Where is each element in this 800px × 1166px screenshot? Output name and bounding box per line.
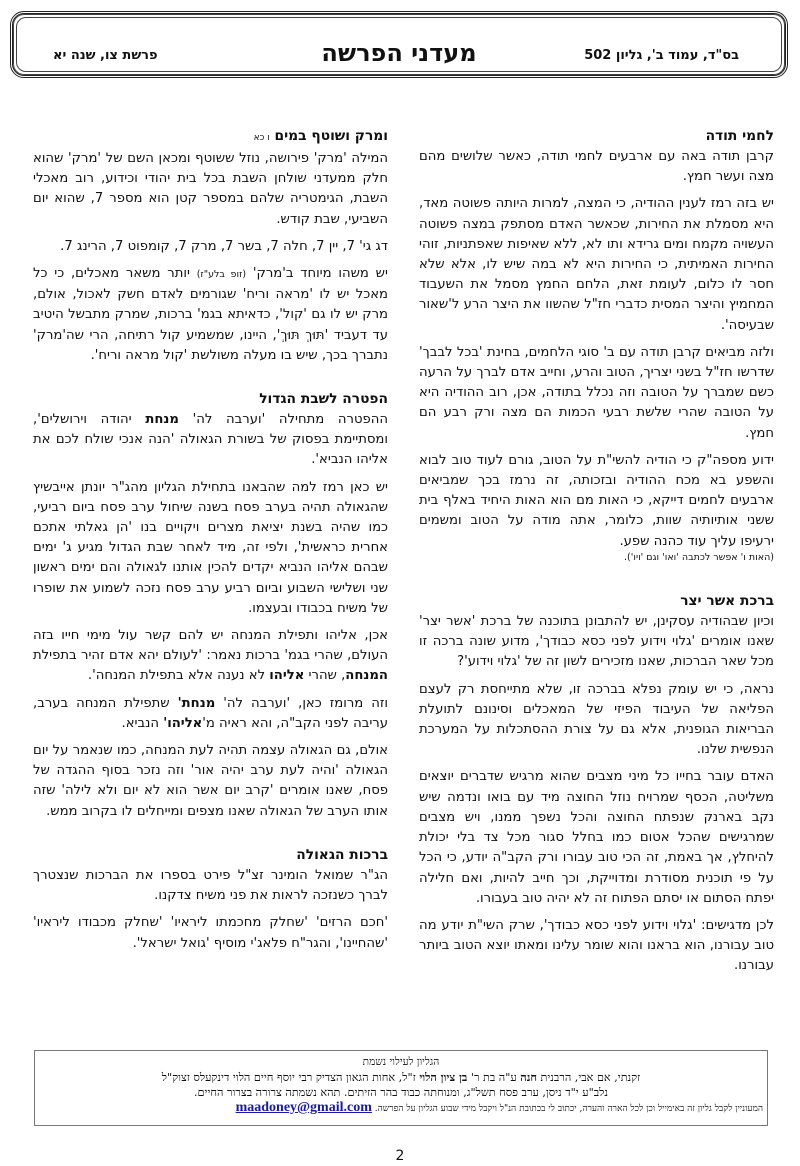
- emphasis: מנחת: [145, 412, 179, 428]
- emphasis: בן ציון הלוי: [419, 1070, 468, 1084]
- email-link[interactable]: maadoney@gmail.com: [235, 1100, 372, 1115]
- left-column: [33, 126, 388, 961]
- page-number: 2: [395, 1148, 405, 1164]
- paragraph: האדם עובר בחייו כל מיני מצבים שהוא מרגיש שדברים יוצאים משליטה, הכסף שמרויח נוזל החוצה מיד עם בואו ונדמה שיש נקב בארנק שנפתח החוצה והכל נשפך ממנו, ויש מצבים שמרגישים שהכל אטום כמו בחלל סגור מכל צד בלי יכולת להיחלץ, אך באמת, זה הכי טוב עבורו ורק הקב"ה יודע, כי הכל על פי תוכנית מסודרת ומדוייקת, וכך חייב להיות, ואם חלילה יפתח הסתום או יסתם הפתוח זה לא יהיה טוב בעבורו.: [419, 769, 774, 906]
- emphasis: מנחת': [177, 695, 216, 711]
- verse-source: ו כא: [253, 133, 270, 143]
- paragraph: הג"ר שמואל הומינר זצ"ל פירט בספרו את הברכות שנצטרך לברך כשנזכה לראות את פני משיח צדקנו.: [33, 867, 388, 904]
- section-title: ברכת אשר יצר: [680, 593, 774, 610]
- publication-title: מעדני הפרשה: [321, 39, 477, 67]
- text: , שהרי: [308, 668, 346, 684]
- paragraph: 'חכם הרזים' 'שחלק מחכמתו ליראיו' 'שחלק מכבודו ליראיו' 'שהחיינו', והגר"ח פלאג'י מוסיף 'גואל ישראל'.: [33, 915, 388, 951]
- header-frame: [10, 11, 788, 78]
- emphasis: המנחה: [345, 668, 388, 684]
- text: זקנתי, אם אבי, הרבנית: [540, 1071, 641, 1084]
- emphasis: חנה: [520, 1070, 537, 1084]
- dedication-line: [35, 1070, 767, 1085]
- right-column: [419, 126, 774, 984]
- spacer: [33, 829, 388, 845]
- paragraph: [419, 451, 774, 568]
- spacer: [33, 373, 388, 389]
- text: הנביא.: [121, 715, 159, 731]
- text: ההפטרה מתחילה 'וערבה לה': [192, 412, 388, 428]
- issue-info: בס"ד, עמוד ב', גליון 502: [584, 48, 739, 63]
- text: שתפילת המנחה בערב, עריבה לפני הקב"ה, והא ראיה מ': [33, 695, 388, 731]
- section-title: [33, 126, 388, 148]
- text: יותר משאר מאכלים, כי כל מאכל יש לו 'מראה וריח' שגורמים לאדם חשק לאכול, אולם, מרק יש לו גם 'קול', כדאיתא בגמ' ברכות, שמרק מתבשל היטיב עד דעביד 'תּוּךְ תּוּךְ', היינו, שמשמיע קול רתיחה, הרי שה'מרק' נתברך בכך, שיש בו מעלה משולשת 'קול מראה וריח'.: [33, 266, 388, 363]
- text: יש משהו מיוחד ב'מרק': [252, 266, 388, 282]
- paragraph: יש בזה רמז לענין ההודיה, כי המצה, למרות היותה פשוטה מאד, היא מסמלת את החירות, שכאשר האדם מסתפק במצה פשוטה העשויה מקמח ומים גרידא ותו לא, ללא שאיפות שאפתניות, זוהי החירות האמיתית, כי החירות היא לא במה שיש לו, אלא שלא חסר לו כלום, לעומת זאת, הלחם החמץ מסמל את השעבוד המחמיץ והיצר המסית כדברי חז"ל שהשוו את היצר הרע ל'שאור שבעיסה'.: [419, 196, 774, 333]
- dedication-line: נלב"ע י"ד ניסן, ערב פסח תשל"ג, ומנוחתה כבוד בהר הזיתים. תהא נשמתה צרורה בצרור החיים.: [194, 1086, 608, 1099]
- inline-note: (זופ בלע"ז): [196, 269, 247, 281]
- text: אכן, אליהו ותפילת המנחה יש להם קשר עול מימי חייו בזה העולם, שהרי בגמ' ברכות נאמר: 'לעולם יהא אדם זהיר בתפילת: [33, 628, 388, 664]
- footnote: (האות ו' אפשר לכתבה 'ואו' וגם 'ויו').: [624, 551, 774, 563]
- paragraph: [33, 264, 388, 366]
- emphasis: אליהו: [269, 668, 305, 684]
- spacer: [419, 575, 774, 591]
- paragraph: קרבן תודה באה עם ארבעים לחמי תודה, כאשר שלושים מהם מצה ועשר חמץ.: [419, 149, 774, 185]
- paragraph: [33, 626, 388, 687]
- section-title: הפטרה לשבת הגדול: [259, 391, 388, 408]
- paragraph: [33, 410, 388, 471]
- section-title: ברכות הגאולה: [296, 846, 388, 863]
- text: לא נענה אלא בתפילת המנחה'.: [87, 668, 266, 684]
- subscription-line: [35, 1100, 767, 1117]
- paragraph: יש כאן רמז למה שהבאנו בתחילת הגליון מהג"ר יונתן אייבשיץ שהגאולה תהיה בערב פסח בשנה שיחול ערב פסח ביום רביעי, כמו שהיה בשנת יציאת מצרים ויקויים בנו 'הן גאלתי אתכם אחרית כראשית', ולפי זה, מיד לאחר שבת הגדול מגיע ג' ימים שבהם אליהו הנביא יקדים להכין אותנו לגאולה והם ימים ראשון שני ושלישי השבוע וביום רביע ערב פסח נזכה לשמוע את שופרו של משיח בכבודו ובעצמו.: [33, 479, 388, 616]
- paragraph: [33, 694, 388, 734]
- paragraph: המילה 'מרק' פירושה, נוזל ששוטף ומכאן השם של 'מרק' שהוא חלק ממעדני שולחן השבת בכל בית יהודי וכידוע, רוב מאכלי השבת, הגימטריה שלהם במספר קטן הוא מספר 7, שהוא יום השביעי, שבת קודש.: [33, 151, 388, 227]
- paragraph: ולזה מביאים קרבן תודה עם ב' סוגי הלחמים, בחינת 'בכל לבבך' שדרשו חז"ל בשני יצריך, הטוב והרע, וחייב אדם לברך על הרעה כשם שמברך על הטובה וזה נכלל בתודה, אכן, רוב ההודיה היא על הטובה שהרי שלשת רבעי הכמות הם מצה ורק רבע הם חמץ.: [419, 344, 774, 441]
- section-title: לחמי תודה: [705, 128, 774, 144]
- paragraph: דג גי' 7, יין 7, חלה 7, בשר 7, מרק 7, קומפוט 7, הרינג 7.: [60, 238, 388, 254]
- emphasis: אליהו': [163, 715, 203, 731]
- subscription-text: המעוניין לקבל גליון זה באימייל וכן לכל הארה והערה, יכתוב לי בכתובת הנ"ל ויקבל מידי שבוע הגליון על הפרשה.: [374, 1104, 763, 1114]
- text: יהודה וירושלים', ומסתיימת בפסוק של בשורת הגאולה 'הנה אנכי שולח לכם את אליהו הנביא'.: [33, 412, 388, 468]
- dedication-heading: הגליון לעילוי נשמת: [362, 1056, 440, 1068]
- paragraph: נראה, כי יש עומק נפלא בברכה זו, שלא מתייחסת רק לעצם הפליאה של העיבוד הפיזי של המאכלים וסינונם לתועלת הבריאות הגופנית, אלא גם על צורת ההסתכלות על המערכת הנפשית שלנו.: [419, 681, 774, 758]
- text: וזה מרומז כאן, 'וערבה לה': [223, 695, 389, 711]
- section-title-text: ומרק ושוטף במים: [274, 128, 388, 144]
- paragraph-text: ידוע מספה"ק כי הודיה להשי"ת על הטוב, גורם לעוד טוב לבוא והשפע בא מכח ההודיה ובזכותה, זה נרמז בכך שמביאים ארבעים לחמים דייקא, כי האות מם הוא האות היחיד באלף בית ששני אותיותיה שוות, כלומר, אתה מודה על הטוב ומשמים ירעיפו עליך עוד כהנה שפע.: [419, 452, 774, 549]
- dedication-box: [34, 1050, 768, 1126]
- text: ע"ה בת ר': [470, 1071, 517, 1084]
- parasha-info: פרשת צו, שנה יא: [53, 48, 158, 63]
- paragraph: וכיון שבהודיה עסקינן, יש להתבונן בתוכנה של ברכת 'אשר יצר' שאנו אומרים 'גלוי וידוע לפני כסא כבודך', מדוע שונה ברכה זו מכל שאר הברכות, שאנו מזכירים לשון זה של 'גלוי וידוע'?: [419, 614, 774, 670]
- paragraph: לכן מדגישים: 'גלוי וידוע לפני כסא כבודך', שרק השי"ת יודע מה טוב עבורנו, הוא בראנו והוא שומר עלינו ומאתו יוצא הטוב ביותר עבורנו.: [419, 917, 774, 974]
- paragraph: אולם, גם הגאולה עצמה תהיה לעת המנחה, כמו שנאמר על יום הגאולה 'והיה לעת ערב יהיה אור' וזה נזכר בסוף ההגדה של פסח, שאנו אומרים 'קרב יום אשר הוא לא יום ולא לילה' שזה אותו הערב של הגאולה שאנו מצפים ומייחלים לו בקרוב ממש.: [33, 743, 388, 819]
- text: ז"ל, אחות הגאון הצדיק רבי יוסף חיים הלוי דינקעלס זצוק"ל: [161, 1071, 416, 1084]
